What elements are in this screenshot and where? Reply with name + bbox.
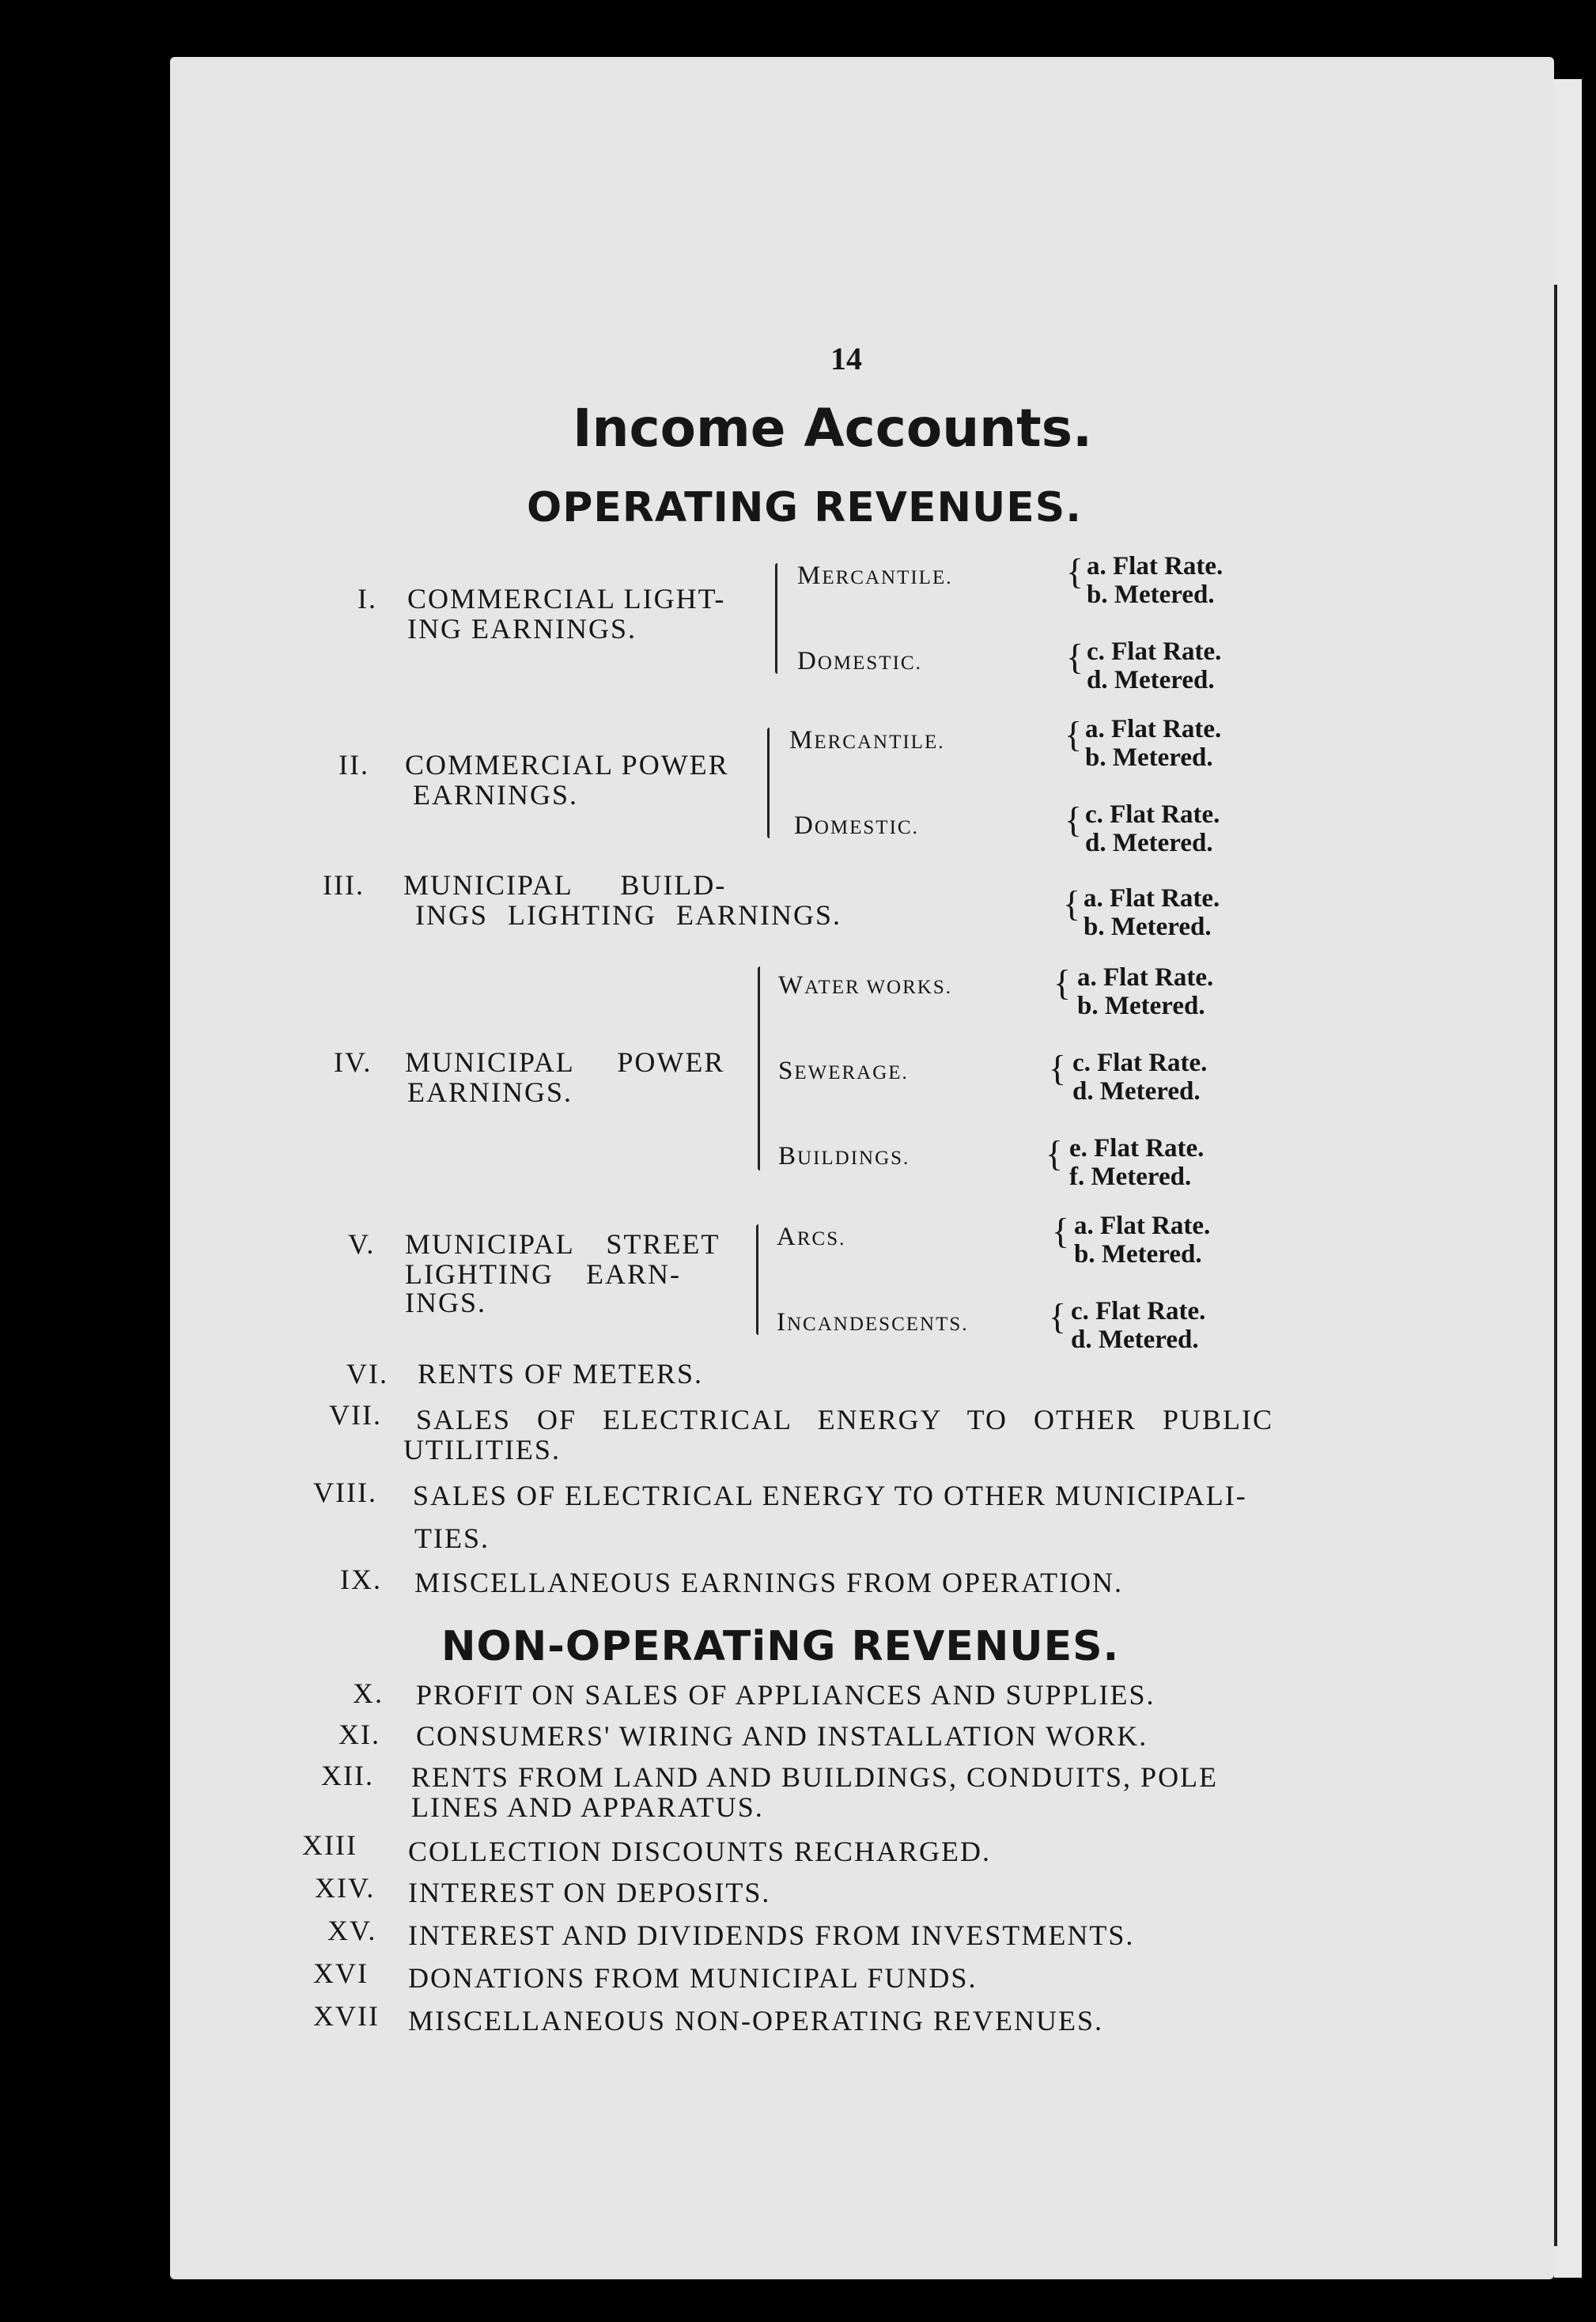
item-7-line-2: UTILITIES.: [403, 1434, 561, 1465]
item-number-6: VI.: [346, 1358, 388, 1390]
item-1-line-1: COMMERCIAL LIGHT-: [407, 583, 726, 615]
rate-d: d. Metered.: [1087, 666, 1215, 694]
item-number-11: XI.: [338, 1719, 380, 1750]
item-17-text: MISCELLANEOUS NON-OPERATING REVENUES.: [408, 2005, 1103, 2036]
item-3-line-2: INGS LIGHTING EARNINGS.: [415, 899, 841, 931]
rate-brace: {: [1065, 800, 1083, 840]
category-buildings: BUILDINGS.: [778, 1142, 910, 1170]
rate-b: b. Metered.: [1087, 580, 1215, 609]
item-number-3: III.: [323, 869, 365, 901]
group-brace: [756, 1224, 758, 1335]
category-arcs: ARCS.: [777, 1223, 846, 1251]
item-13-text: COLLECTION DISCOUNTS RECHARGED.: [408, 1836, 991, 1867]
operating-revenues-heading: OPERATING REVENUES.: [527, 484, 1083, 531]
adjacent-page-edge: [1554, 79, 1582, 2278]
rate-b: b. Metered.: [1084, 913, 1212, 941]
item-15-text: INTEREST AND DIVIDENDS FROM INVESTMENTS.: [408, 1919, 1135, 1951]
rate-a: a. Flat Rate.: [1084, 884, 1220, 913]
group-brace: [758, 966, 760, 1170]
group-brace: [775, 563, 777, 674]
category-mercantile: MERCANTILE.: [789, 726, 945, 754]
rate-brace: {: [1066, 637, 1084, 677]
rate-f: f. Metered.: [1069, 1163, 1192, 1191]
rate-brace: {: [1065, 714, 1083, 754]
category-domestic: DOMESTIC.: [794, 811, 919, 840]
rate-b: b. Metered.: [1085, 743, 1213, 772]
rate-brace: {: [1063, 883, 1081, 924]
rate-brace: {: [1049, 1048, 1067, 1088]
item-2-line-2: EARNINGS.: [413, 779, 579, 811]
rate-brace: {: [1066, 551, 1084, 592]
item-number-15: XV.: [327, 1915, 377, 1946]
item-number-12: XII.: [321, 1760, 374, 1791]
item-4-line-2: EARNINGS.: [407, 1076, 573, 1108]
item-5-line-1: MUNICIPAL STREET: [405, 1228, 720, 1260]
item-number-5: V.: [348, 1228, 376, 1260]
item-10-text: PROFIT ON SALES OF APPLIANCES AND SUPPLIES.: [416, 1679, 1155, 1711]
item-number-7: VII.: [329, 1399, 382, 1431]
item-4-line-1: MUNICIPAL POWER: [405, 1046, 725, 1078]
item-8-line-2: TIES.: [414, 1522, 490, 1554]
item-number-8: VIII.: [313, 1477, 377, 1508]
rate-a: a. Flat Rate.: [1087, 552, 1223, 580]
item-5-line-3: INGS.: [405, 1287, 487, 1318]
rate-c: c. Flat Rate.: [1085, 800, 1220, 829]
rate-b: b. Metered.: [1074, 1240, 1202, 1269]
item-12-line-2: LINES AND APPARATUS.: [411, 1791, 764, 1823]
rate-brace: {: [1046, 1133, 1064, 1174]
item-number-14: XIV.: [315, 1872, 376, 1904]
item-7-line-1: SALES OF ELECTRICAL ENERGY TO OTHER PUBLIC: [416, 1404, 1274, 1435]
rate-a: a. Flat Rate.: [1077, 963, 1214, 992]
rate-b: b. Metered.: [1077, 992, 1205, 1020]
category-domestic: DOMESTIC.: [797, 647, 922, 675]
item-12-line-1: RENTS FROM LAND AND BUILDINGS, CONDUITS, POLE: [411, 1761, 1219, 1793]
item-3-line-1: MUNICIPAL BUILD-: [403, 869, 727, 901]
rate-d: d. Metered.: [1071, 1326, 1199, 1354]
item-16-text: DONATIONS FROM MUNICIPAL FUNDS.: [408, 1962, 978, 1994]
rate-c: c. Flat Rate.: [1072, 1049, 1208, 1077]
item-8-line-1: SALES OF ELECTRICAL ENERGY TO OTHER MUNICIPALI-: [413, 1480, 1247, 1511]
item-6-text: RENTS OF METERS.: [418, 1358, 704, 1390]
rate-a: a. Flat Rate.: [1074, 1212, 1211, 1240]
rate-d: d. Metered.: [1085, 829, 1213, 857]
category-water-works: WATER WORKS.: [778, 971, 952, 1000]
item-number-17: XVII: [313, 2000, 380, 2032]
rate-c: c. Flat Rate.: [1087, 637, 1222, 666]
rate-brace: {: [1052, 1211, 1070, 1251]
item-number-4: IV.: [334, 1046, 373, 1078]
item-number-13: XIII: [302, 1829, 357, 1861]
item-number-10: X.: [353, 1677, 384, 1709]
binding-line: [1554, 285, 1557, 2246]
item-2-line-1: COMMERCIAL POWER: [405, 749, 729, 781]
item-9-text: MISCELLANEOUS EARNINGS FROM OPERATION.: [414, 1567, 1124, 1598]
category-mercantile: MERCANTILE.: [797, 562, 953, 590]
rate-brace: {: [1053, 962, 1072, 1003]
item-number-2: II.: [338, 749, 369, 781]
item-number-16: XVI: [313, 1957, 369, 1989]
page-title: Income Accounts.: [573, 398, 1093, 459]
item-11-text: CONSUMERS' WIRING AND INSTALLATION WORK.: [416, 1720, 1148, 1752]
item-5-line-2: LIGHTING EARN-: [405, 1258, 681, 1290]
item-1-line-2: ING EARNINGS.: [407, 613, 637, 645]
rate-brace: {: [1049, 1296, 1067, 1337]
rate-e: e. Flat Rate.: [1069, 1134, 1205, 1163]
non-operating-revenues-heading: NON-OPERATiNG REVENUES.: [441, 1623, 1120, 1670]
category-incandescents: INCANDESCENTS.: [777, 1308, 969, 1337]
item-number-9: IX.: [340, 1564, 382, 1595]
group-brace: [767, 728, 770, 838]
rate-a: a. Flat Rate.: [1085, 715, 1222, 743]
rate-c: c. Flat Rate.: [1071, 1297, 1206, 1326]
rate-d: d. Metered.: [1072, 1077, 1201, 1106]
item-number-1: I.: [357, 583, 377, 615]
item-14-text: INTEREST ON DEPOSITS.: [408, 1877, 771, 1908]
page-number: 14: [830, 341, 862, 376]
category-sewerage: SEWERAGE.: [778, 1057, 909, 1085]
